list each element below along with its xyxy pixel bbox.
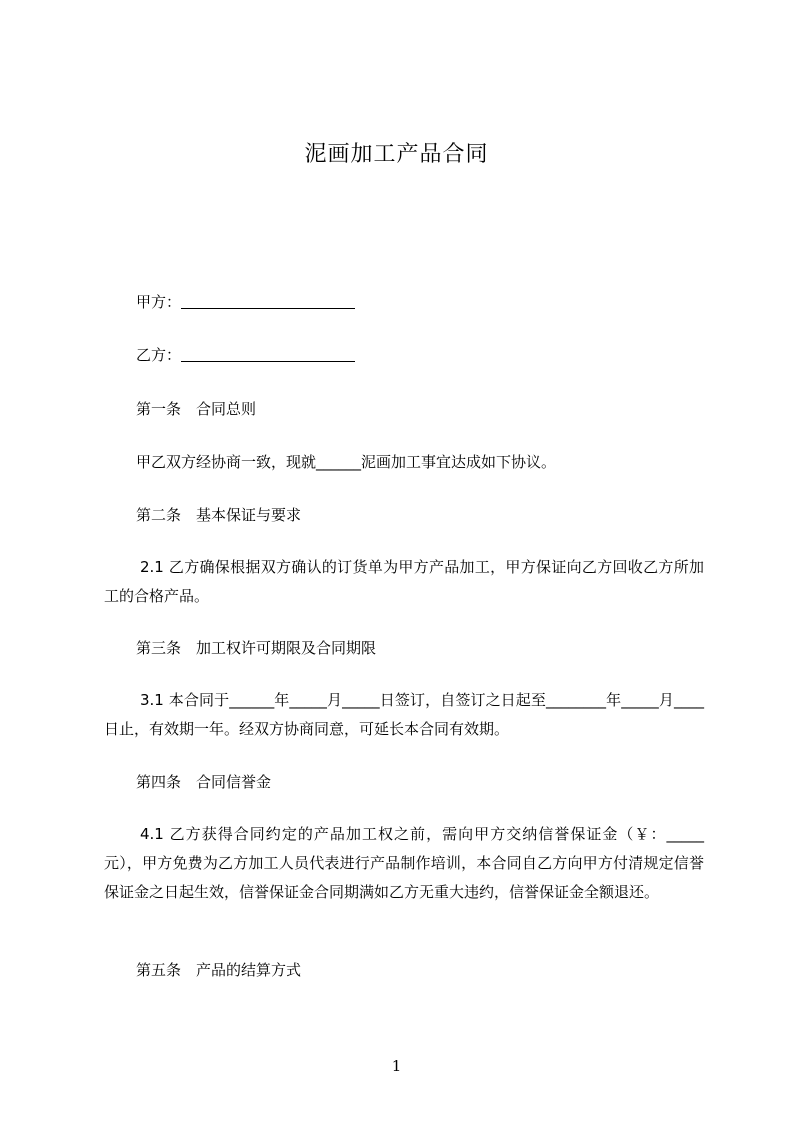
article-1-heading: 第一条 合同总则 — [136, 400, 257, 418]
article-5-heading: 第五条 产品的结算方式 — [136, 961, 302, 979]
article-3-heading: 第三条 加工权许可期限及合同期限 — [136, 639, 377, 657]
article-3-text: 3.1 本合同于______年_____月_____日签订，自签订之日起至________年_____月____日止，有效期一年。经双方协商同意，可延长本合同有效期。 — [104, 691, 704, 738]
party-b-label: 乙方： — [136, 346, 182, 364]
party-a-label: 甲方： — [136, 293, 182, 311]
article-2-text: 2.1 乙方确保根据双方确认的订货单为甲方产品加工，甲方保证向乙方回收乙方所加工的合格产品。 — [104, 558, 704, 605]
article-4-text: 4.1 乙方获得合同约定的产品加工权之前，需向甲方交纳信誉保证金（￥：_____元），甲方免费为乙方加工人员代表进行产品制作培训，本合同自乙方向甲方付清规定信誉保证金之日起生效，信誉保证金合同期满如乙方无重大违约，信誉保证金全额退还。 — [104, 825, 704, 901]
document-title: 泥画加工产品合同 — [304, 142, 489, 167]
party-b-line — [136, 345, 355, 365]
party-a-blank — [181, 294, 355, 309]
article-4-heading: 第四条 合同信誉金 — [136, 773, 272, 791]
page-number: 1 — [391, 1057, 402, 1075]
party-b-blank — [181, 347, 355, 362]
article-2-heading: 第二条 基本保证与要求 — [136, 506, 302, 524]
article-1-text: 甲乙双方经协商一致，现就______泥画加工事宜达成如下协议。 — [136, 453, 557, 471]
party-a-line — [136, 292, 355, 312]
